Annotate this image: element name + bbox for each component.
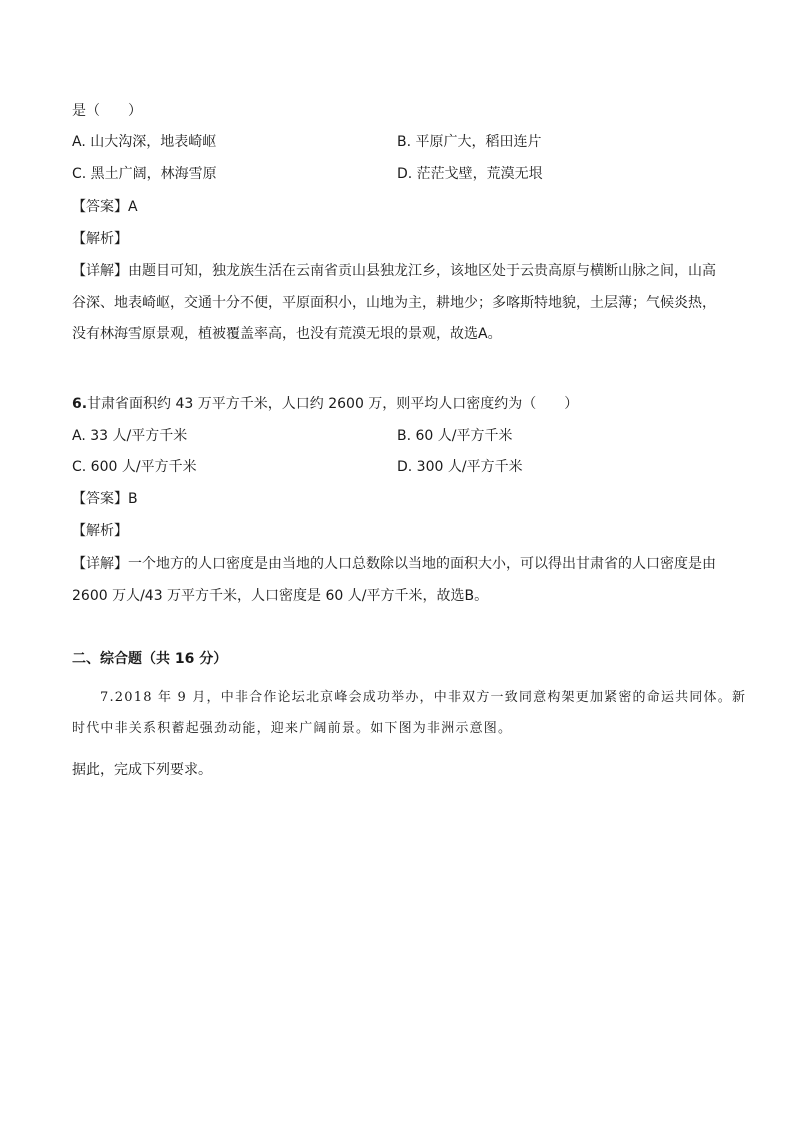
q6-option-c: C. 600 人/平方千米 xyxy=(72,459,197,475)
q6-detail-line-2: 2600 万人/43 万平方千米，人口密度是 60 人/平方千米，故选B。 xyxy=(72,588,489,604)
q5-analysis-label: 【解析】 xyxy=(72,231,128,247)
q6-option-d: D. 300 人/平方千米 xyxy=(397,459,523,475)
q6-answer-label: 【答案】 xyxy=(72,491,128,507)
q5-detail-line-3: 没有林海雪原景观，植被覆盖率高，也没有荒漠无垠的景观，故选A。 xyxy=(72,326,502,342)
q6-answer xyxy=(72,489,138,509)
q6-answer-value: B xyxy=(128,491,138,507)
q7-line-2: 时代中非关系积蓄起强劲动能，迎来广阔前景。如下图为非洲示意图。 xyxy=(72,721,513,736)
q5-answer xyxy=(72,197,138,217)
q7-line-1: 7.2018 年 9 月，中非合作论坛北京峰会成功举办，中非双方一致同意构架更加紧密的命运共同体。新 xyxy=(100,690,747,705)
q5-answer-label: 【答案】 xyxy=(72,199,128,215)
q6-number: 6. xyxy=(72,396,88,412)
q6-option-b: B. 60 人/平方千米 xyxy=(397,428,513,444)
q6-option-a: A. 33 人/平方千米 xyxy=(72,428,188,444)
q5-stem-tail: 是（ ） xyxy=(72,103,142,119)
q5-option-c: C. 黑土广阔，林海雪原 xyxy=(72,166,217,182)
section-2-heading: 二、综合题（共 16 分） xyxy=(72,651,228,667)
q5-answer-value: A xyxy=(128,199,138,215)
q5-detail-line-2: 谷深、地表崎岖，交通十分不便，平原面积小，山地为主，耕地少；多喀斯特地貌，土层薄；气候炎热， xyxy=(72,295,716,311)
q6-analysis-label: 【解析】 xyxy=(72,523,128,539)
q6-stem: 甘肃省面积约 43 万平方千米，人口约 2600 万，则平均人口密度约为（ ） xyxy=(87,396,579,412)
q5-option-a: A. 山大沟深，地表崎岖 xyxy=(72,134,217,150)
q6-stem-row xyxy=(72,394,578,414)
q5-option-b: B. 平原广大，稻田连片 xyxy=(397,134,542,150)
q5-option-d: D. 茫茫戈壁，荒漠无垠 xyxy=(397,166,543,182)
q7-prompt: 据此，完成下列要求。 xyxy=(72,762,212,778)
q5-detail-line-1: 【详解】由题目可知，独龙族生活在云南省贡山县独龙江乡，该地区处于云贵高原与横断山脉之间，山高 xyxy=(72,263,716,279)
q6-detail-line-1: 【详解】一个地方的人口密度是由当地的人口总数除以当地的面积大小，可以得出甘肃省的人口密度是由 xyxy=(72,556,716,572)
